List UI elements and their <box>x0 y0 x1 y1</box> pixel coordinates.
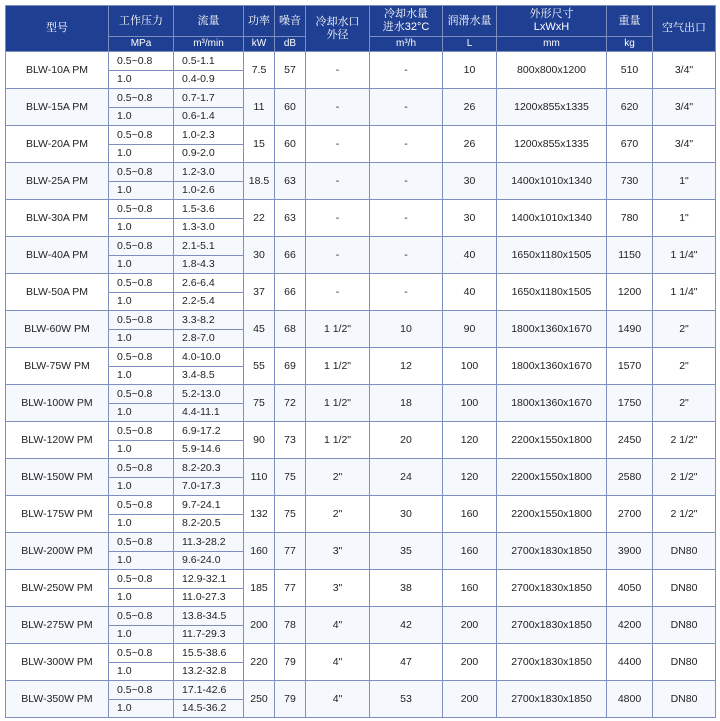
unit-flow: m³/min <box>174 37 244 52</box>
cell-flow: 4.4-11.1 <box>174 404 244 422</box>
cell-flow: 4.0-10.0 <box>174 348 244 367</box>
cell-cooling-outlet: - <box>306 274 370 311</box>
cell-cooling-volume: - <box>370 274 443 311</box>
cell-air-outlet: 1 1/4" <box>653 274 716 311</box>
cell-dimensions: 1400x1010x1340 <box>497 200 607 237</box>
cell-dimensions: 2700x1830x1850 <box>497 644 607 681</box>
cell-air-outlet: DN80 <box>653 644 716 681</box>
cell-cooling-outlet: - <box>306 52 370 89</box>
cell-noise: 79 <box>275 644 306 681</box>
table-body <box>6 52 716 718</box>
cell-cooling-volume: - <box>370 52 443 89</box>
cell-flow: 17.1-42.6 <box>174 681 244 700</box>
header-cooling-outlet-line1: 冷却水口 <box>315 15 360 28</box>
header-pressure: 工作压力 <box>109 6 174 37</box>
cell-model: BLW-100W PM <box>6 385 109 422</box>
cell-flow: 13.8-34.5 <box>174 607 244 626</box>
cell-lube: 160 <box>443 496 497 533</box>
cell-noise: 79 <box>275 681 306 718</box>
cell-model: BLW-275W PM <box>6 607 109 644</box>
cell-cooling-outlet: 1 1/2" <box>306 422 370 459</box>
cell-air-outlet: DN80 <box>653 533 716 570</box>
cell-noise: 73 <box>275 422 306 459</box>
cell-pressure: 0.5~0.8 <box>109 496 174 515</box>
cell-noise: 63 <box>275 200 306 237</box>
cell-noise: 60 <box>275 126 306 163</box>
cell-air-outlet: 3/4" <box>653 89 716 126</box>
cell-noise: 78 <box>275 607 306 644</box>
cell-pressure: 1.0 <box>109 404 174 422</box>
header-noise: 噪音 <box>275 6 306 37</box>
cell-noise: 75 <box>275 459 306 496</box>
cell-lube: 26 <box>443 89 497 126</box>
cell-pressure: 0.5~0.8 <box>109 422 174 441</box>
table-row <box>6 570 716 589</box>
table-row <box>6 607 716 626</box>
cell-power: 110 <box>244 459 275 496</box>
cell-dimensions: 800x800x1200 <box>497 52 607 89</box>
cell-noise: 66 <box>275 237 306 274</box>
cell-pressure: 0.5~0.8 <box>109 200 174 219</box>
table-row <box>6 533 716 552</box>
table-row <box>6 459 716 478</box>
cell-flow: 5.2-13.0 <box>174 385 244 404</box>
unit-power: kW <box>244 37 275 52</box>
cell-model: BLW-120W PM <box>6 422 109 459</box>
cell-power: 37 <box>244 274 275 311</box>
cell-pressure: 1.0 <box>109 71 174 89</box>
cell-flow: 2.6-6.4 <box>174 274 244 293</box>
header-dimensions-line2: LxWxH <box>533 21 570 33</box>
cell-cooling-outlet: 3" <box>306 570 370 607</box>
cell-power: 185 <box>244 570 275 607</box>
cell-model: BLW-300W PM <box>6 644 109 681</box>
cell-cooling-outlet: - <box>306 237 370 274</box>
cell-flow: 11.3-28.2 <box>174 533 244 552</box>
cell-cooling-volume: 24 <box>370 459 443 496</box>
cell-lube: 40 <box>443 237 497 274</box>
header-dimensions-line1: 外形尺寸 <box>529 8 574 21</box>
cell-flow: 3.3-8.2 <box>174 311 244 330</box>
cell-dimensions: 2200x1550x1800 <box>497 496 607 533</box>
cell-flow: 0.6-1.4 <box>174 108 244 126</box>
cell-dimensions: 2200x1550x1800 <box>497 422 607 459</box>
cell-power: 250 <box>244 681 275 718</box>
unit-pressure: MPa <box>109 37 174 52</box>
cell-pressure: 1.0 <box>109 293 174 311</box>
table-row <box>6 274 716 293</box>
cell-flow: 7.0-17.3 <box>174 478 244 496</box>
cell-weight: 3900 <box>607 533 653 570</box>
cell-pressure: 1.0 <box>109 330 174 348</box>
cell-flow: 2.1-5.1 <box>174 237 244 256</box>
cell-weight: 1750 <box>607 385 653 422</box>
cell-pressure: 0.5~0.8 <box>109 385 174 404</box>
cell-cooling-outlet: 1 1/2" <box>306 385 370 422</box>
cell-flow: 11.0-27.3 <box>174 589 244 607</box>
cell-pressure: 0.5~0.8 <box>109 681 174 700</box>
table-row <box>6 385 716 404</box>
cell-cooling-volume: 12 <box>370 348 443 385</box>
cell-model: BLW-10A PM <box>6 52 109 89</box>
cell-air-outlet: 1" <box>653 163 716 200</box>
cell-cooling-volume: - <box>370 200 443 237</box>
cell-dimensions: 1650x1180x1505 <box>497 274 607 311</box>
cell-flow: 14.5-36.2 <box>174 700 244 718</box>
cell-model: BLW-200W PM <box>6 533 109 570</box>
cell-air-outlet: 2 1/2" <box>653 459 716 496</box>
cell-pressure: 1.0 <box>109 256 174 274</box>
cell-flow: 8.2-20.5 <box>174 515 244 533</box>
cell-dimensions: 1200x855x1335 <box>497 126 607 163</box>
cell-power: 220 <box>244 644 275 681</box>
cell-model: BLW-15A PM <box>6 89 109 126</box>
cell-dimensions: 2200x1550x1800 <box>497 459 607 496</box>
header-lube: 润滑水量 <box>443 6 497 37</box>
cell-cooling-volume: - <box>370 89 443 126</box>
cell-power: 45 <box>244 311 275 348</box>
cell-pressure: 1.0 <box>109 663 174 681</box>
cell-air-outlet: 3/4" <box>653 126 716 163</box>
header-air-outlet: 空气出口 <box>653 6 716 52</box>
cell-model: BLW-50A PM <box>6 274 109 311</box>
cell-noise: 77 <box>275 533 306 570</box>
cell-weight: 4200 <box>607 607 653 644</box>
cell-lube: 90 <box>443 311 497 348</box>
cell-model: BLW-150W PM <box>6 459 109 496</box>
cell-flow: 3.4-8.5 <box>174 367 244 385</box>
cell-lube: 160 <box>443 533 497 570</box>
cell-power: 30 <box>244 237 275 274</box>
cell-cooling-volume: - <box>370 163 443 200</box>
cell-noise: 72 <box>275 385 306 422</box>
cell-cooling-volume: 30 <box>370 496 443 533</box>
cell-pressure: 1.0 <box>109 515 174 533</box>
cell-air-outlet: 3/4" <box>653 52 716 89</box>
cell-flow: 13.2-32.8 <box>174 663 244 681</box>
cell-cooling-outlet: 4" <box>306 644 370 681</box>
table-row <box>6 496 716 515</box>
cell-power: 11 <box>244 89 275 126</box>
cell-weight: 4800 <box>607 681 653 718</box>
cell-model: BLW-75W PM <box>6 348 109 385</box>
cell-pressure: 1.0 <box>109 700 174 718</box>
cell-flow: 5.9-14.6 <box>174 441 244 459</box>
cell-weight: 4050 <box>607 570 653 607</box>
cell-pressure: 1.0 <box>109 108 174 126</box>
header-cooling-volume-line2: 进水32°C <box>382 21 430 33</box>
header-flow: 流量 <box>174 6 244 37</box>
cell-power: 200 <box>244 607 275 644</box>
cell-pressure: 0.5~0.8 <box>109 607 174 626</box>
cell-weight: 2580 <box>607 459 653 496</box>
header-model: 型号 <box>6 6 109 52</box>
cell-flow: 15.5-38.6 <box>174 644 244 663</box>
cell-flow: 12.9-32.1 <box>174 570 244 589</box>
cell-weight: 620 <box>607 89 653 126</box>
table-row <box>6 422 716 441</box>
cell-weight: 1200 <box>607 274 653 311</box>
cell-cooling-volume: 53 <box>370 681 443 718</box>
cell-model: BLW-30A PM <box>6 200 109 237</box>
table-row <box>6 644 716 663</box>
cell-cooling-outlet: - <box>306 89 370 126</box>
cell-flow: 1.3-3.0 <box>174 219 244 237</box>
table-row <box>6 126 716 145</box>
cell-model: BLW-25A PM <box>6 163 109 200</box>
cell-flow: 11.7-29.3 <box>174 626 244 644</box>
cell-cooling-volume: 10 <box>370 311 443 348</box>
cell-air-outlet: 2 1/2" <box>653 496 716 533</box>
cell-pressure: 1.0 <box>109 626 174 644</box>
cell-cooling-outlet: 1 1/2" <box>306 348 370 385</box>
cell-dimensions: 1200x855x1335 <box>497 89 607 126</box>
cell-pressure: 0.5~0.8 <box>109 644 174 663</box>
cell-dimensions: 1650x1180x1505 <box>497 237 607 274</box>
cell-lube: 30 <box>443 163 497 200</box>
table-header <box>6 6 716 52</box>
cell-dimensions: 1800x1360x1670 <box>497 385 607 422</box>
cell-power: 22 <box>244 200 275 237</box>
cell-flow: 0.5-1.1 <box>174 52 244 71</box>
cell-pressure: 0.5~0.8 <box>109 52 174 71</box>
table-row <box>6 89 716 108</box>
cell-air-outlet: 2" <box>653 385 716 422</box>
cell-pressure: 1.0 <box>109 219 174 237</box>
cell-cooling-volume: 38 <box>370 570 443 607</box>
cell-noise: 68 <box>275 311 306 348</box>
cell-lube: 30 <box>443 200 497 237</box>
table-row <box>6 200 716 219</box>
cell-flow: 1.8-4.3 <box>174 256 244 274</box>
cell-dimensions: 2700x1830x1850 <box>497 681 607 718</box>
cell-dimensions: 1800x1360x1670 <box>497 311 607 348</box>
cell-lube: 10 <box>443 52 497 89</box>
cell-pressure: 0.5~0.8 <box>109 89 174 108</box>
cell-weight: 1490 <box>607 311 653 348</box>
cell-model: BLW-175W PM <box>6 496 109 533</box>
cell-cooling-volume: 47 <box>370 644 443 681</box>
cell-power: 90 <box>244 422 275 459</box>
cell-power: 18.5 <box>244 163 275 200</box>
table-row <box>6 681 716 700</box>
cell-power: 160 <box>244 533 275 570</box>
cell-air-outlet: 1" <box>653 200 716 237</box>
cell-lube: 26 <box>443 126 497 163</box>
cell-noise: 60 <box>275 89 306 126</box>
header-cooling-volume <box>370 6 443 37</box>
cell-weight: 510 <box>607 52 653 89</box>
cell-flow: 1.2-3.0 <box>174 163 244 182</box>
header-cooling-outlet-line2: 外径 <box>326 28 349 41</box>
cell-pressure: 0.5~0.8 <box>109 348 174 367</box>
cell-lube: 100 <box>443 385 497 422</box>
cell-lube: 100 <box>443 348 497 385</box>
cell-cooling-volume: 35 <box>370 533 443 570</box>
cell-flow: 6.9-17.2 <box>174 422 244 441</box>
cell-cooling-outlet: 4" <box>306 681 370 718</box>
cell-model: BLW-250W PM <box>6 570 109 607</box>
cell-pressure: 0.5~0.8 <box>109 274 174 293</box>
cell-pressure: 0.5~0.8 <box>109 533 174 552</box>
cell-model: BLW-40A PM <box>6 237 109 274</box>
unit-dimensions: mm <box>497 37 607 52</box>
cell-air-outlet: 2" <box>653 348 716 385</box>
cell-cooling-outlet: - <box>306 200 370 237</box>
cell-lube: 120 <box>443 422 497 459</box>
unit-weight: kg <box>607 37 653 52</box>
cell-model: BLW-60W PM <box>6 311 109 348</box>
cell-cooling-outlet: 1 1/2" <box>306 311 370 348</box>
header-cooling-outlet <box>306 6 370 52</box>
cell-weight: 730 <box>607 163 653 200</box>
cell-cooling-outlet: 2" <box>306 496 370 533</box>
cell-pressure: 1.0 <box>109 552 174 570</box>
cell-flow: 1.5-3.6 <box>174 200 244 219</box>
cell-cooling-outlet: 2" <box>306 459 370 496</box>
cell-dimensions: 1400x1010x1340 <box>497 163 607 200</box>
cell-air-outlet: 1 1/4" <box>653 237 716 274</box>
cell-cooling-outlet: - <box>306 126 370 163</box>
cell-lube: 200 <box>443 681 497 718</box>
cell-weight: 780 <box>607 200 653 237</box>
cell-cooling-volume: 42 <box>370 607 443 644</box>
cell-weight: 2450 <box>607 422 653 459</box>
cell-cooling-outlet: 4" <box>306 607 370 644</box>
cell-flow: 1.0-2.3 <box>174 126 244 145</box>
cell-weight: 4400 <box>607 644 653 681</box>
cell-noise: 69 <box>275 348 306 385</box>
cell-cooling-volume: - <box>370 237 443 274</box>
cell-cooling-volume: - <box>370 126 443 163</box>
cell-flow: 0.4-0.9 <box>174 71 244 89</box>
cell-lube: 200 <box>443 644 497 681</box>
cell-pressure: 0.5~0.8 <box>109 311 174 330</box>
cell-power: 55 <box>244 348 275 385</box>
cell-weight: 2700 <box>607 496 653 533</box>
cell-noise: 57 <box>275 52 306 89</box>
cell-air-outlet: DN80 <box>653 570 716 607</box>
cell-pressure: 1.0 <box>109 182 174 200</box>
cell-pressure: 1.0 <box>109 589 174 607</box>
cell-noise: 77 <box>275 570 306 607</box>
cell-power: 7.5 <box>244 52 275 89</box>
cell-power: 15 <box>244 126 275 163</box>
cell-noise: 66 <box>275 274 306 311</box>
cell-flow: 8.2-20.3 <box>174 459 244 478</box>
cell-air-outlet: 2 1/2" <box>653 422 716 459</box>
cell-dimensions: 2700x1830x1850 <box>497 533 607 570</box>
cell-power: 75 <box>244 385 275 422</box>
cell-pressure: 1.0 <box>109 441 174 459</box>
cell-power: 132 <box>244 496 275 533</box>
cell-lube: 160 <box>443 570 497 607</box>
cell-lube: 200 <box>443 607 497 644</box>
cell-air-outlet: 2" <box>653 311 716 348</box>
cell-noise: 75 <box>275 496 306 533</box>
cell-cooling-volume: 18 <box>370 385 443 422</box>
table-row <box>6 237 716 256</box>
cell-cooling-outlet: - <box>306 163 370 200</box>
cell-pressure: 0.5~0.8 <box>109 163 174 182</box>
cell-dimensions: 2700x1830x1850 <box>497 570 607 607</box>
cell-lube: 120 <box>443 459 497 496</box>
cell-flow: 0.7-1.7 <box>174 89 244 108</box>
cell-pressure: 0.5~0.8 <box>109 570 174 589</box>
unit-lube: L <box>443 37 497 52</box>
cell-pressure: 1.0 <box>109 145 174 163</box>
table-row <box>6 52 716 71</box>
cell-model: BLW-350W PM <box>6 681 109 718</box>
table-row <box>6 311 716 330</box>
cell-noise: 63 <box>275 163 306 200</box>
unit-noise: dB <box>275 37 306 52</box>
header-power: 功率 <box>244 6 275 37</box>
cell-flow: 2.8-7.0 <box>174 330 244 348</box>
table-row <box>6 348 716 367</box>
cell-pressure: 1.0 <box>109 478 174 496</box>
cell-weight: 1150 <box>607 237 653 274</box>
cell-air-outlet: DN80 <box>653 681 716 718</box>
cell-pressure: 1.0 <box>109 367 174 385</box>
cell-flow: 9.6-24.0 <box>174 552 244 570</box>
header-dimensions <box>497 6 607 37</box>
cell-pressure: 0.5~0.8 <box>109 237 174 256</box>
spec-table <box>5 5 716 718</box>
cell-flow: 2.2-5.4 <box>174 293 244 311</box>
cell-pressure: 0.5~0.8 <box>109 126 174 145</box>
cell-pressure: 0.5~0.8 <box>109 459 174 478</box>
cell-flow: 0.9-2.0 <box>174 145 244 163</box>
unit-cooling-volume: m³/h <box>370 37 443 52</box>
cell-model: BLW-20A PM <box>6 126 109 163</box>
cell-cooling-volume: 20 <box>370 422 443 459</box>
cell-lube: 40 <box>443 274 497 311</box>
cell-weight: 1570 <box>607 348 653 385</box>
cell-flow: 9.7-24.1 <box>174 496 244 515</box>
cell-air-outlet: DN80 <box>653 607 716 644</box>
cell-flow: 1.0-2.6 <box>174 182 244 200</box>
cell-dimensions: 2700x1830x1850 <box>497 607 607 644</box>
header-weight: 重量 <box>607 6 653 37</box>
header-cooling-volume-line1: 冷却水量 <box>384 8 428 21</box>
cell-weight: 670 <box>607 126 653 163</box>
cell-dimensions: 1800x1360x1670 <box>497 348 607 385</box>
cell-cooling-outlet: 3" <box>306 533 370 570</box>
table-row <box>6 163 716 182</box>
